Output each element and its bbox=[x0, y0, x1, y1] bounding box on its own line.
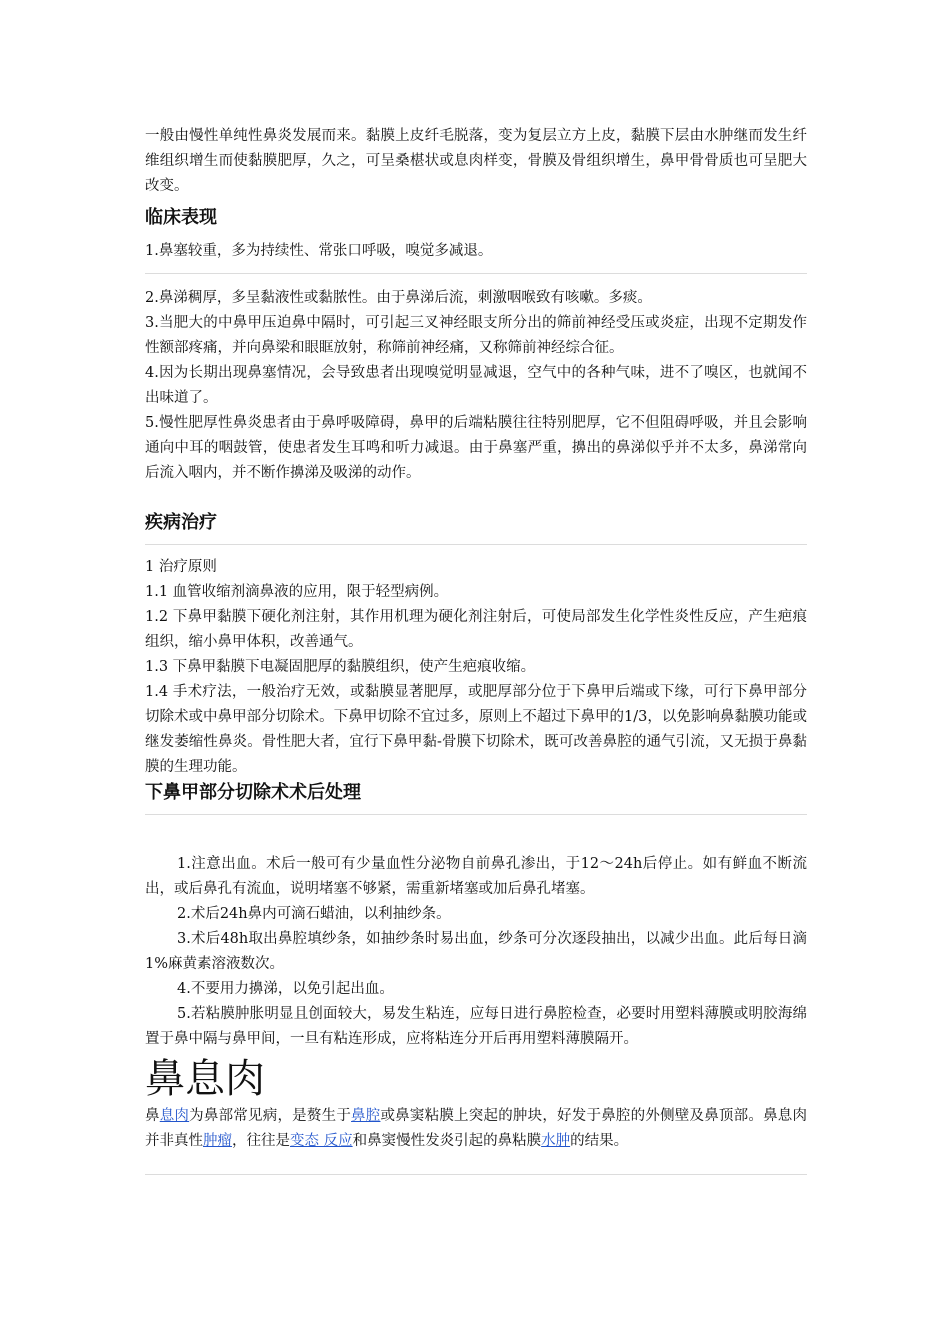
postop-item-3: 3.术后48h取出鼻腔填纱条，如抽纱条时易出血，纱条可分次逐段抽出，以减少出血。此后每日滴1%麻黄素溶液数次。 bbox=[145, 931, 807, 972]
link-biantai-fanying[interactable]: 变态 反应 bbox=[290, 1133, 353, 1149]
clinical-item-2: 2.鼻涕稠厚，多呈黏液性或黏脓性。由于鼻涕后流，刺激咽喉致有咳嗽。多痰。 bbox=[145, 290, 652, 306]
clinical-item-5: 5.慢性肥厚性鼻炎患者由于鼻呼吸障碍，鼻甲的后端粘膜往往特别肥厚，它不但阻碍呼吸，并且会影响通向中耳的咽鼓管，使患者发生耳鸣和听力减退。由于鼻塞严重，擤出的鼻涕似乎并不太多，鼻涕常向后流入咽内，并不断作擤涕及吸涕的动作。 bbox=[145, 415, 807, 481]
heading-clinical: 临床表现 bbox=[145, 207, 217, 228]
polyp-title: 鼻息肉 bbox=[145, 1056, 265, 1102]
treatment-item-1-3: 1.3 下鼻甲黏膜下电凝固肥厚的黏膜组织，使产生疤痕收缩。 bbox=[145, 659, 536, 675]
treatment-principle: 1 治疗原则 bbox=[145, 559, 217, 575]
heading-postop: 下鼻甲部分切除术术后处理 bbox=[145, 782, 361, 803]
clinical-item-3: 3.当肥大的中鼻甲压迫鼻中隔时，可引起三叉神经眼支所分出的筛前神经受压或炎症，出现不定期发作性额部疼痛，并向鼻梁和眼眶放射，称筛前神经痛，又称筛前神经综合征。 bbox=[145, 315, 807, 356]
polyp-text: 为鼻部常见病，是赘生于 bbox=[189, 1108, 352, 1124]
link-biqiang[interactable]: 鼻腔 bbox=[351, 1108, 381, 1124]
link-xirou[interactable]: 息肉 bbox=[159, 1108, 190, 1124]
clinical-item-4: 4.因为长期出现鼻塞情况，会导致患者出现嗅觉明显减退，空气中的各种气味，进不了嗅区，也就闻不出味道了。 bbox=[145, 365, 807, 406]
divider bbox=[145, 544, 807, 545]
postop-item-2: 2.术后24h鼻内可滴石蜡油，以利抽纱条。 bbox=[177, 906, 451, 922]
heading-treatment: 疾病治疗 bbox=[145, 512, 217, 533]
intro-paragraph: 一般由慢性单纯性鼻炎发展而来。黏膜上皮纤毛脱落，变为复层立方上皮，黏膜下层由水肿继而发生纤维组织增生而使黏膜肥厚，久之，可呈桑椹状或息肉样变，骨膜及骨组织增生，鼻甲骨骨质也可呈肥大改变。 bbox=[145, 128, 807, 194]
treatment-item-1-2: 1.2 下鼻甲黏膜下硬化剂注射，其作用机理为硬化剂注射后，可使局部发生化学性炎性反应，产生疤痕组织，缩小鼻甲体积，改善通气。 bbox=[145, 609, 807, 650]
document-page bbox=[145, 124, 807, 1175]
postop-item-4: 4.不要用力擤涕，以免引起出血。 bbox=[177, 981, 394, 997]
link-shuizhong[interactable]: 水肿 bbox=[541, 1133, 571, 1149]
clinical-item-1: 1.鼻塞较重，多为持续性、常张口呼吸，嗅觉多减退。 bbox=[145, 243, 493, 259]
polyp-text: 或鼻窦粘膜上突起的肿块，好发于鼻腔的外侧壁及鼻顶部。鼻息肉并非真性 bbox=[145, 1108, 808, 1149]
polyp-text: 的结果。 bbox=[570, 1133, 629, 1149]
treatment-item-1-4: 1.4 手术疗法，一般治疗无效，或黏膜显著肥厚，或肥厚部分位于下鼻甲后端或下缘，可行下鼻甲部分切除术或中鼻甲部分切除术。下鼻甲切除不宜过多，原则上不超过下鼻甲的1/3，以免影响鼻黏膜功能或继发萎缩性鼻炎。骨性肥大者，宜行下鼻甲黏-骨膜下切除术，既可改善鼻腔的通气引流，又无损于鼻黏膜的生理功能。 bbox=[145, 684, 807, 775]
postop-item-5: 5.若粘膜肿胀明显且创面较大，易发生粘连，应每日进行鼻腔检查，必要时用塑料薄膜或明胶海绵置于鼻中隔与鼻甲间，一旦有粘连形成，应将粘连分开后再用塑料薄膜隔开。 bbox=[145, 1006, 807, 1047]
postop-item-1: 1.注意出血。术后一般可有少量血性分泌物自前鼻孔渗出，于12～24h后停止。如有鲜血不断流出，或后鼻孔有流血，说明堵塞不够紧，需重新堵塞或加后鼻孔堵塞。 bbox=[145, 856, 807, 897]
divider bbox=[145, 814, 807, 815]
divider bbox=[145, 1174, 807, 1175]
divider bbox=[145, 273, 807, 274]
polyp-text: 鼻 bbox=[145, 1108, 160, 1124]
polyp-paragraph bbox=[145, 1104, 807, 1154]
polyp-text: 和鼻窦慢性发炎引起的鼻粘膜 bbox=[352, 1133, 542, 1149]
treatment-item-1-1: 1.1 血管收缩剂滴鼻液的应用，限于轻型病例。 bbox=[145, 584, 449, 600]
link-zhongliu[interactable]: 肿瘤 bbox=[203, 1133, 232, 1149]
polyp-text: ，往往是 bbox=[232, 1133, 290, 1149]
